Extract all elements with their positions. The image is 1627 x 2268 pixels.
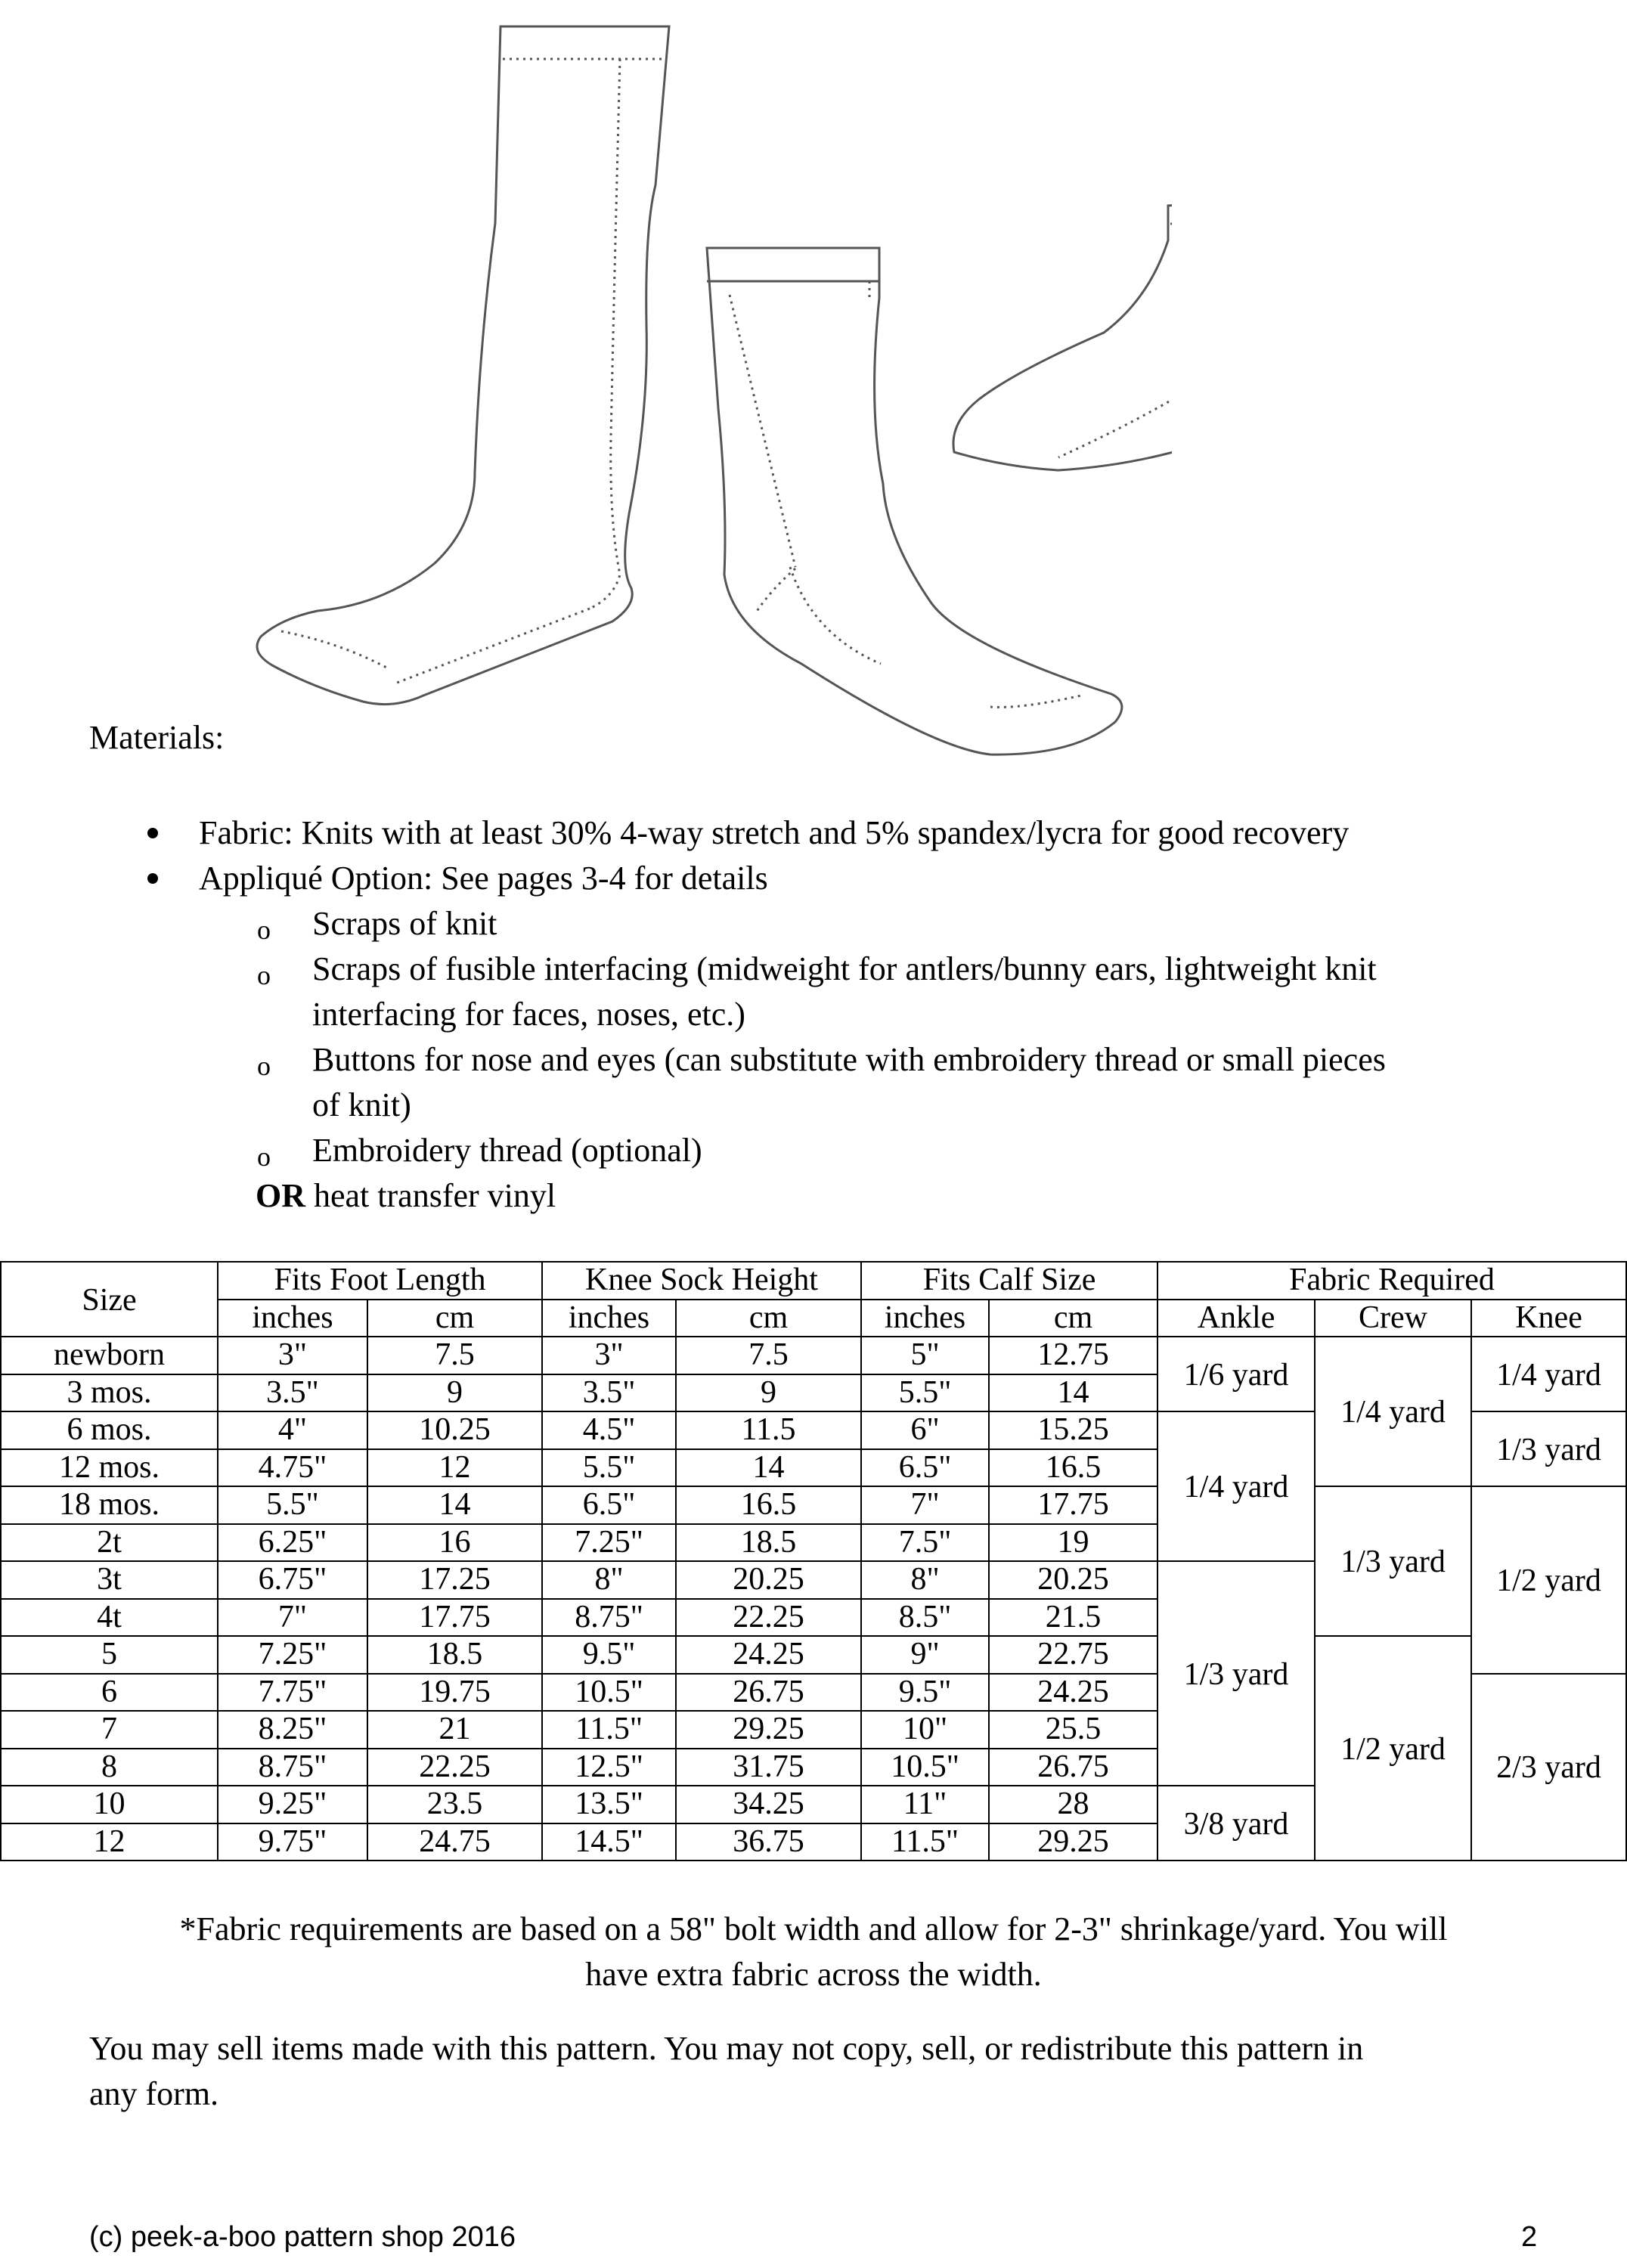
fabric-item: Fabric: Knits with at least 30% 4-way stretch and 5% spandex/lycra for good recovery (199, 814, 1350, 851)
cell-size: 3 mos. (1, 1374, 218, 1412)
crew-sock-icon (707, 248, 1122, 754)
cell-foot-in: 7.75" (218, 1674, 367, 1712)
cell-foot-in: 8.75" (218, 1749, 367, 1786)
cell-foot-in: 7.25" (218, 1636, 367, 1674)
cell-size: 10 (1, 1786, 218, 1823)
table-header-row (1, 1262, 1626, 1300)
cell-knee-cm: 7.5 (676, 1337, 861, 1374)
cell-knee-in: 4.5" (542, 1411, 676, 1449)
subheader-cm: cm (989, 1300, 1157, 1337)
cell-knee-in: 12.5" (542, 1749, 676, 1786)
license-line: You may sell items made with this pattern. You may not copy, sell, or redistribute this pattern in (89, 2030, 1364, 2067)
cell-foot-cm: 10.25 (367, 1411, 542, 1449)
sub-item-interfacing: Scraps of fusible interfacing (midweight for antlers/bunny ears, lightweight knit (312, 950, 1377, 987)
page-number: 2 (1521, 2221, 1538, 2253)
cell-knee-cm: 22.25 (676, 1599, 861, 1637)
col-size-header: Size (1, 1262, 218, 1337)
cell-foot-cm: 18.5 (367, 1636, 542, 1674)
cell-calf-cm: 21.5 (989, 1599, 1157, 1637)
col-fabric-header: Fabric Required (1157, 1262, 1626, 1300)
sub-item-buttons: Buttons for nose and eyes (can substitute with embroidery thread or small pieces (312, 1041, 1386, 1078)
cell-foot-cm: 9 (367, 1374, 542, 1412)
cell-knee-cm: 18.5 (676, 1524, 861, 1562)
cell-foot-cm: 21 (367, 1711, 542, 1749)
cell-crew-fabric: 1/2 yard (1315, 1636, 1471, 1861)
socks-illustration-icon (227, 15, 1172, 764)
cell-knee-fabric: 1/2 yard (1471, 1486, 1626, 1674)
cell-knee-cm: 31.75 (676, 1749, 861, 1786)
cell-knee-in: 8" (542, 1561, 676, 1599)
cell-knee-cm: 29.25 (676, 1711, 861, 1749)
footnote-line: have extra fabric across the width. (585, 1956, 1042, 1993)
cell-calf-cm: 12.75 (989, 1337, 1157, 1374)
cell-calf-in: 9" (861, 1636, 989, 1674)
cell-calf-cm: 28 (989, 1786, 1157, 1823)
cell-calf-in: 10.5" (861, 1749, 989, 1786)
cell-size: 18 mos. (1, 1486, 218, 1524)
sub-item-scraps-knit: Scraps of knit (312, 905, 497, 942)
cell-foot-in: 9.75" (218, 1823, 367, 1861)
subheader-knee: Knee (1471, 1300, 1626, 1337)
cell-calf-in: 8.5" (861, 1599, 989, 1637)
cell-foot-cm: 19.75 (367, 1674, 542, 1712)
sub-bullet-icon: o (257, 1142, 271, 1172)
cell-foot-cm: 14 (367, 1486, 542, 1524)
subheader-ankle: Ankle (1157, 1300, 1315, 1337)
cell-knee-fabric: 2/3 yard (1471, 1674, 1626, 1861)
cell-calf-in: 6.5" (861, 1449, 989, 1487)
cell-knee-in: 3" (542, 1337, 676, 1374)
sub-bullet-icon: o (257, 1051, 271, 1081)
cell-knee-fabric: 1/4 yard (1471, 1337, 1626, 1411)
cell-foot-in: 4.75" (218, 1449, 367, 1487)
cell-foot-cm: 22.25 (367, 1749, 542, 1786)
cell-size: 3t (1, 1561, 218, 1599)
col-knee-height-header: Knee Sock Height (542, 1262, 861, 1300)
cell-foot-cm: 23.5 (367, 1786, 542, 1823)
cell-knee-cm: 14 (676, 1449, 861, 1487)
subheader-cm: cm (676, 1300, 861, 1337)
cell-knee-cm: 16.5 (676, 1486, 861, 1524)
cell-calf-in: 5.5" (861, 1374, 989, 1412)
cell-knee-cm: 36.75 (676, 1823, 861, 1861)
sub-item-interfacing-cont: interfacing for faces, noses, etc.) (312, 996, 745, 1033)
cell-size: 7 (1, 1711, 218, 1749)
cell-calf-in: 5" (861, 1337, 989, 1374)
table-row (1, 1486, 1626, 1524)
cell-knee-in: 14.5" (542, 1823, 676, 1861)
cell-ankle-fabric: 1/6 yard (1157, 1337, 1315, 1411)
license-notice (89, 2026, 1563, 2117)
cell-ankle-fabric: 1/3 yard (1157, 1561, 1315, 1786)
subheader-inches: inches (542, 1300, 676, 1337)
footer-copyright: (c) peek-a-boo pattern shop 2016 (89, 2221, 516, 2253)
applique-item: Appliqué Option: See pages 3-4 for details (199, 860, 768, 897)
cell-foot-in: 6.25" (218, 1524, 367, 1562)
cell-size: 6 (1, 1674, 218, 1712)
or-vinyl-line (256, 1173, 556, 1219)
footnote-line: *Fabric requirements are based on a 58" bolt width and allow for 2-3" shrinkage/yard. You will (179, 1910, 1448, 1947)
cell-ankle-fabric: 1/4 yard (1157, 1411, 1315, 1561)
cell-foot-in: 9.25" (218, 1786, 367, 1823)
cell-calf-cm: 20.25 (989, 1561, 1157, 1599)
cell-size: 12 mos. (1, 1449, 218, 1487)
cell-foot-in: 7" (218, 1599, 367, 1637)
sub-item-embroidery: Embroidery thread (optional) (312, 1132, 702, 1169)
sub-bullet-icon: o (257, 915, 271, 945)
cell-calf-cm: 17.75 (989, 1486, 1157, 1524)
cell-knee-cm: 34.25 (676, 1786, 861, 1823)
cell-calf-cm: 14 (989, 1374, 1157, 1412)
cell-knee-in: 8.75" (542, 1599, 676, 1637)
cell-foot-cm: 16 (367, 1524, 542, 1562)
col-foot-header: Fits Foot Length (218, 1262, 542, 1300)
cell-knee-in: 5.5" (542, 1449, 676, 1487)
cell-calf-cm: 24.25 (989, 1674, 1157, 1712)
cell-calf-in: 10" (861, 1711, 989, 1749)
cell-size: 2t (1, 1524, 218, 1562)
cell-size: 4t (1, 1599, 218, 1637)
cell-foot-cm: 17.25 (367, 1561, 542, 1599)
cell-calf-in: 8" (861, 1561, 989, 1599)
cell-knee-in: 3.5" (542, 1374, 676, 1412)
bullet-icon (147, 828, 158, 838)
cell-foot-in: 3" (218, 1337, 367, 1374)
cell-size: 8 (1, 1749, 218, 1786)
cell-knee-fabric: 1/3 yard (1471, 1411, 1626, 1486)
cell-calf-in: 9.5" (861, 1674, 989, 1712)
fabric-footnote (0, 1907, 1627, 1997)
col-calf-header: Fits Calf Size (861, 1262, 1157, 1300)
cell-knee-in: 7.25" (542, 1524, 676, 1562)
cell-foot-cm: 17.75 (367, 1599, 542, 1637)
subheader-crew: Crew (1315, 1300, 1471, 1337)
cell-ankle-fabric: 3/8 yard (1157, 1786, 1315, 1861)
or-label: OR (256, 1177, 305, 1214)
cell-calf-in: 11.5" (861, 1823, 989, 1861)
cell-knee-cm: 26.75 (676, 1674, 861, 1712)
cell-foot-in: 5.5" (218, 1486, 367, 1524)
cell-calf-in: 7.5" (861, 1524, 989, 1562)
cell-calf-cm: 29.25 (989, 1823, 1157, 1861)
cell-knee-in: 13.5" (542, 1786, 676, 1823)
ankle-sock-icon (953, 194, 1172, 470)
subheader-inches: inches (218, 1300, 367, 1337)
cell-calf-in: 11" (861, 1786, 989, 1823)
size-chart-table (0, 1261, 1627, 1861)
cell-calf-cm: 19 (989, 1524, 1157, 1562)
cell-foot-cm: 7.5 (367, 1337, 542, 1374)
materials-heading: Materials: (89, 719, 225, 756)
cell-crew-fabric: 1/4 yard (1315, 1337, 1471, 1486)
cell-knee-in: 9.5" (542, 1636, 676, 1674)
license-line: any form. (89, 2075, 219, 2112)
vinyl-text: heat transfer vinyl (305, 1177, 556, 1214)
sub-bullet-icon: o (257, 960, 271, 990)
cell-foot-cm: 12 (367, 1449, 542, 1487)
cell-calf-cm: 26.75 (989, 1749, 1157, 1786)
cell-crew-fabric: 1/3 yard (1315, 1486, 1471, 1636)
cell-knee-cm: 20.25 (676, 1561, 861, 1599)
cell-foot-in: 6.75" (218, 1561, 367, 1599)
cell-size: 6 mos. (1, 1411, 218, 1449)
cell-knee-in: 10.5" (542, 1674, 676, 1712)
knee-sock-icon (257, 26, 669, 705)
cell-size: 5 (1, 1636, 218, 1674)
cell-knee-cm: 24.25 (676, 1636, 861, 1674)
cell-calf-cm: 22.75 (989, 1636, 1157, 1674)
table-row (1, 1337, 1626, 1374)
cell-knee-in: 6.5" (542, 1486, 676, 1524)
subheader-cm: cm (367, 1300, 542, 1337)
cell-knee-cm: 9 (676, 1374, 861, 1412)
cell-foot-in: 4" (218, 1411, 367, 1449)
cell-foot-in: 8.25" (218, 1711, 367, 1749)
sub-item-buttons-cont: of knit) (312, 1086, 411, 1123)
cell-calf-cm: 16.5 (989, 1449, 1157, 1487)
table-row (1, 1636, 1626, 1674)
cell-calf-in: 6" (861, 1411, 989, 1449)
cell-calf-cm: 15.25 (989, 1411, 1157, 1449)
cell-foot-in: 3.5" (218, 1374, 367, 1412)
cell-knee-in: 11.5" (542, 1711, 676, 1749)
cell-foot-cm: 24.75 (367, 1823, 542, 1861)
cell-calf-in: 7" (861, 1486, 989, 1524)
cell-calf-cm: 25.5 (989, 1711, 1157, 1749)
subheader-inches: inches (861, 1300, 989, 1337)
cell-knee-cm: 11.5 (676, 1411, 861, 1449)
cell-size: newborn (1, 1337, 218, 1374)
cell-size: 12 (1, 1823, 218, 1861)
bullet-icon (147, 873, 158, 884)
table-subheader-row (1, 1300, 1626, 1337)
